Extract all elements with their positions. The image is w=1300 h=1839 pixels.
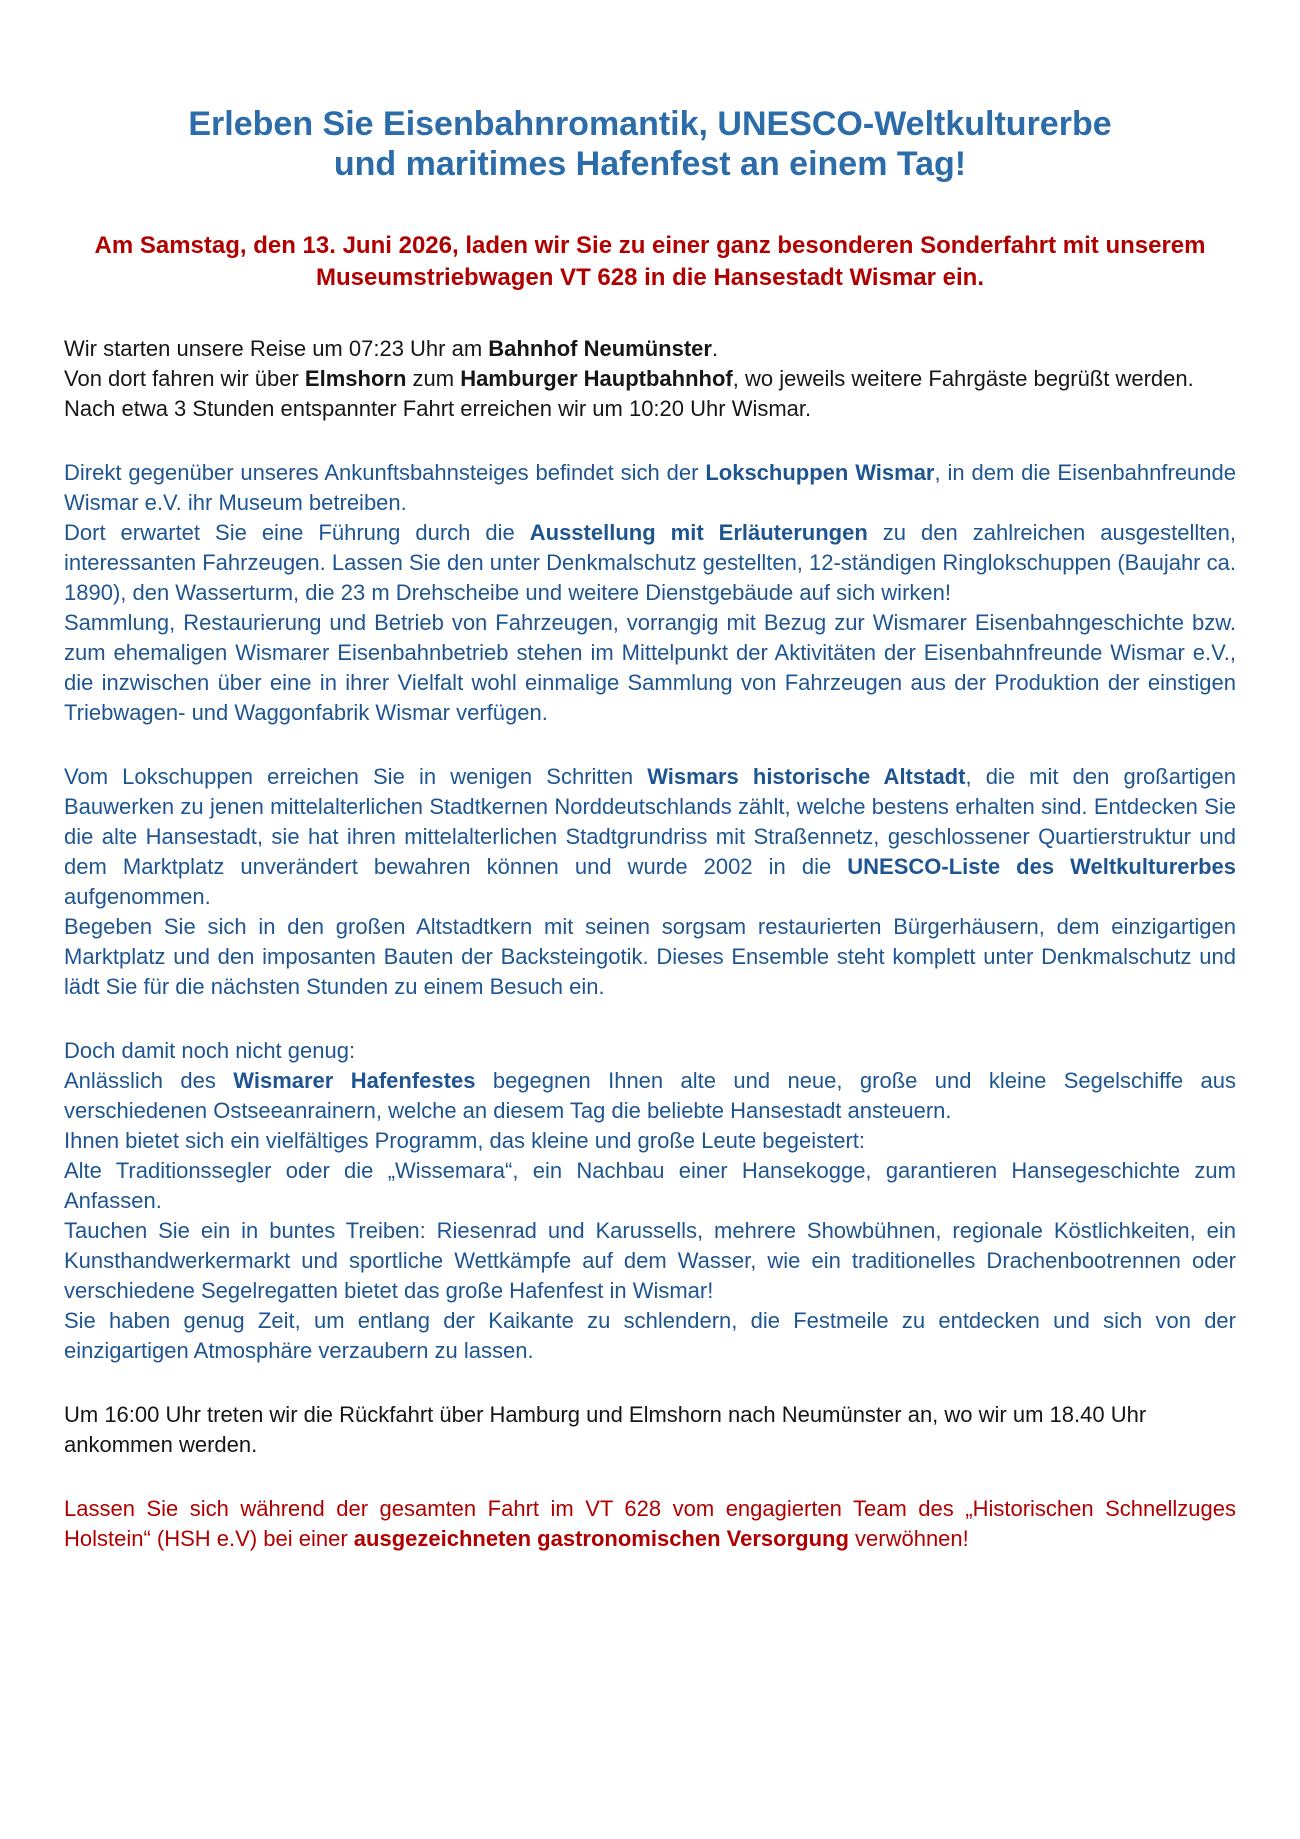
text: verwöhnen!: [848, 1526, 969, 1551]
text: , die mit den großartigen Bauwerken zu jenen mittelalterlichen Stadtkernen Norddeutschlands zählt, welche bestens erhalten sind. Entdecken Sie die alte Hansestadt, sie hat ihren mittelalterlichen Stadtgrundriss mit Straßennetz, geschlossener Quartierstruktur und dem Marktplatz unverändert bewahren können und wurde 2002 in die: [64, 764, 1243, 879]
bold-text: Wismars historische Altstadt: [647, 764, 966, 789]
bold-text: Bahnhof Neumünster: [488, 336, 712, 361]
bold-text: Wismarer Hafenfestes: [233, 1068, 476, 1093]
title-line-2: und maritimes Hafenfest an einem Tag!: [333, 145, 967, 183]
text: Dort erwartet Sie eine Führung durch die: [64, 520, 530, 545]
document-title: [64, 104, 1236, 184]
text: .: [711, 336, 719, 361]
text: zum: [406, 366, 461, 391]
text: , in dem die Eisenbahnfreunde Wismar e.V. ihr Museum betreiben.: [64, 460, 1243, 515]
bold-text: ausgezeichneten gastronomischen Versorgung: [353, 1526, 849, 1551]
text: Wir starten unsere Reise um 07:23 Uhr am: [64, 336, 489, 361]
text: Um 16:00 Uhr treten wir die Rückfahrt über Hamburg und Elmshorn nach Neumünster an, wo wir um 18.40 Uhr ankommen werden.: [64, 1402, 1153, 1457]
text: Doch damit noch nicht genug:: [64, 1038, 356, 1063]
paragraph-catering: [64, 1494, 1243, 1554]
paragraph-hafenfest: [64, 1036, 1243, 1366]
text: Vom Lokschuppen erreichen Sie in wenigen Schritten: [64, 764, 648, 789]
text: Direkt gegenüber unseres Ankunftsbahnsteiges befindet sich der: [64, 460, 706, 485]
bold-text: Am Samstag, den 13. Juni 2026, laden wir Sie zu einer ganz besonderen Sonderfahrt mit unserem Museumstriebwagen VT 628 in die Hansestadt Wismar ein.: [94, 232, 1213, 291]
text: , wo jeweils weitere Fahrgäste begrüßt werden. Nach etwa 3 Stunden entspannter Fahrt erreichen wir um 10:20 Uhr Wismar.: [64, 366, 1200, 421]
text: Sammlung, Restaurierung und Betrieb von Fahrzeugen, vorrangig mit Bezug zur Wismarer Eisenbahngeschichte bzw. zum ehemaligen Wismarer Eisenbahnbetrieb stehen im Mittelpunkt der Aktivitäten der Eisenbahnfreunde Wismar e.V., die inzwischen über eine in ihrer Vielfalt wohl einmalige Sammlung von Fahrzeugen aus der Produktion der einstigen Triebwagen- und Waggonfabrik Wismar verfügen.: [64, 610, 1243, 725]
bold-text: Hamburger Hauptbahnhof: [460, 366, 733, 391]
paragraphs: [64, 230, 1243, 1554]
bold-text: Lokschuppen Wismar: [705, 460, 935, 485]
paragraph-lokschuppen-museum: [64, 458, 1243, 728]
text: Begeben Sie sich in den großen Altstadtkern mit seinen sorgsam restaurierten Bürgerhäusern, dem einzigartigen Marktplatz und den imposanten Bauten der Backsteingotik. Dieses Ensemble steht komplett unter Denkmalschutz und lädt Sie für die nächsten Stunden zu einem Besuch ein.: [64, 914, 1243, 999]
text: Von dort fahren wir über: [64, 366, 305, 391]
text: Sie haben genug Zeit, um entlang der Kaikante zu schlendern, die Festmeile zu entdecken und sich von der einzigartigen Atmosphäre verzaubern zu lassen.: [64, 1308, 1243, 1363]
text: aufgenommen.: [64, 854, 1243, 909]
text: zu den zahlreichen ausgestellten, interessanten Fahrzeugen. Lassen Sie den unter Denkmalschutz gestellten, 12-ständigen Ringlokschuppen (Baujahr ca. 1890), den Wasserturm, die 23 m Drehscheibe und weitere Dienstgebäude auf sich wirken!: [64, 520, 1243, 605]
paragraph-intro-announcement: [64, 230, 1236, 294]
bold-text: UNESCO-Liste des Weltkulturerbes: [847, 854, 1236, 879]
title-line-1: Erleben Sie Eisenbahnromantik, UNESCO-Weltkulturerbe: [188, 105, 1112, 143]
text: Ihnen bietet sich ein vielfältiges Programm, das kleine und große Leute begeistert:: [64, 1128, 866, 1153]
text: Lassen Sie sich während der gesamten Fahrt im VT 628 vom engagierten Team des „Historischen Schnellzuges Holstein“ (HSH e.V) bei einer: [64, 1496, 1243, 1551]
paragraph-return-journey: [64, 1400, 1236, 1460]
bold-text: Ausstellung mit Erläuterungen: [529, 520, 868, 545]
text: begegnen Ihnen alte und neue, große und kleine Segelschiffe aus verschiedenen Ostseeanrainern, welche an diesem Tag die beliebte Hansestadt ansteuern.: [64, 1068, 1243, 1123]
bold-text: Elmshorn: [304, 366, 407, 391]
paragraph-altstadt: [64, 762, 1243, 1002]
text: Anlässlich des: [64, 1068, 234, 1093]
paragraph-outbound-journey: [64, 334, 1236, 424]
text: Tauchen Sie ein in buntes Treiben: Riesenrad und Karussells, mehrere Showbühnen, regionale Köstlichkeiten, ein Kunsthandwerkermarkt und sportliche Wettkämpfe auf dem Wasser, wie ein traditionelles Drachenbootrennen oder verschiedene Segelregatten bietet das große Hafenfest in Wismar!: [64, 1218, 1243, 1303]
text: Alte Traditionssegler oder die „Wissemara“, ein Nachbau einer Hansekogge, garantieren Hansegeschichte zum Anfassen.: [64, 1158, 1241, 1213]
